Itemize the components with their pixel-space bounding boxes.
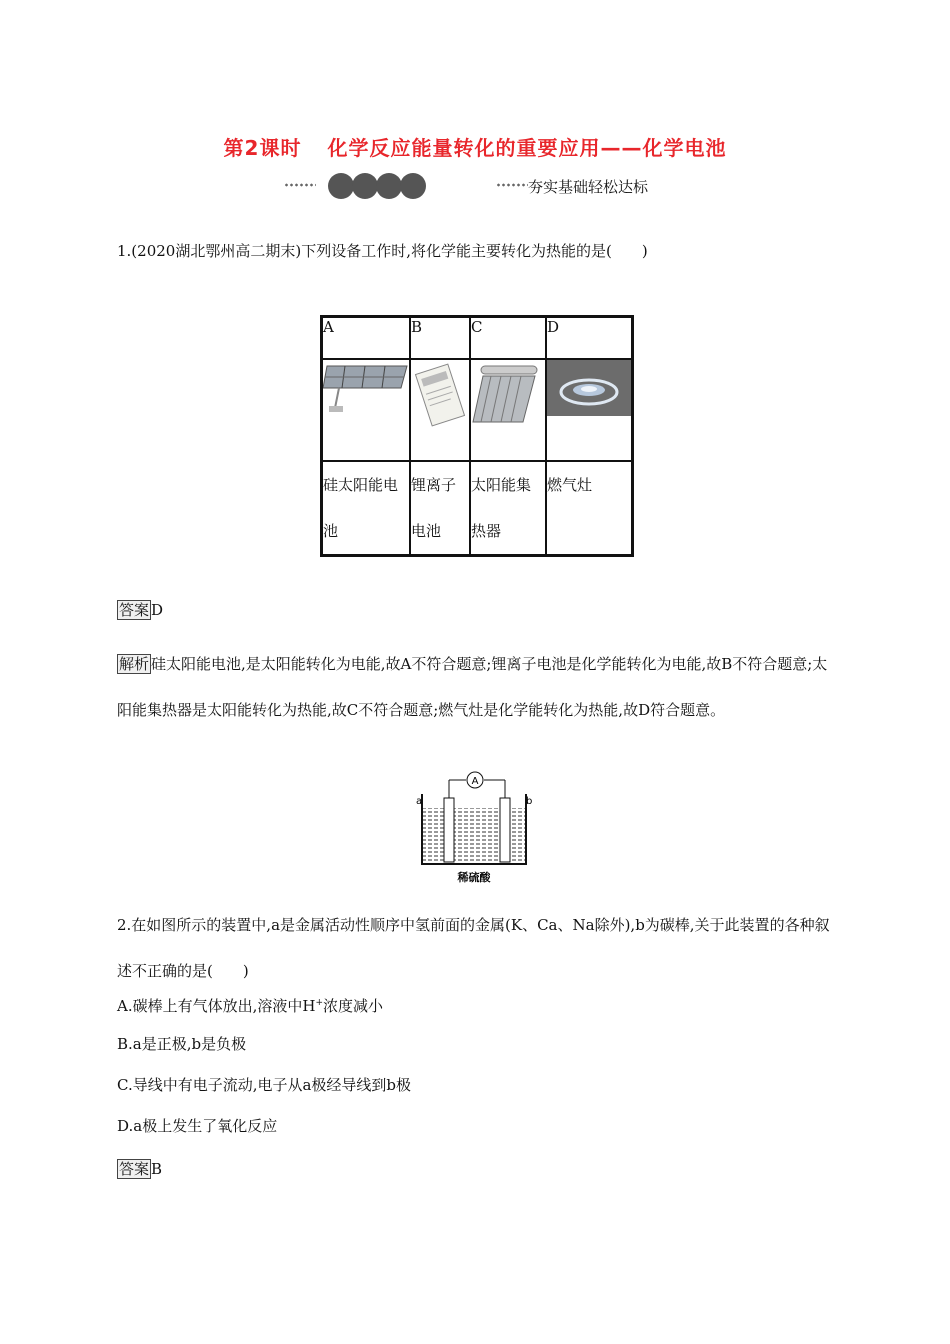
ammeter-label: A	[471, 776, 479, 787]
q1-stem: 1.(2020湖北鄂州高二期末)下列设备工作时,将化学能主要转化为热能的是( )	[117, 242, 648, 260]
lithium-battery-icon	[411, 360, 469, 430]
superscript: +	[315, 998, 323, 1008]
option-image-cell	[322, 359, 411, 461]
option-letter: A	[322, 317, 411, 360]
answer-tag: 答案	[119, 1160, 150, 1178]
analysis-text: 硅太阳能电池,是太阳能转化为电能,故A不符合题意;锂离子电池是化学能转化为电能,故B不符合题意;太阳能集热器是太阳能转化为热能,故C不符合题意;燃气灶是化学能转化为热能,故D符合题意。	[117, 655, 828, 719]
banner-dots-right	[496, 183, 528, 187]
option-letter: D	[546, 317, 633, 360]
q1-answer	[117, 599, 163, 620]
electrolysis-cell-figure	[410, 770, 538, 886]
electrode-b-label: b	[526, 796, 533, 807]
option-text: 浓度减小	[323, 997, 384, 1015]
lesson-number: 第2课时	[223, 136, 302, 160]
option-name: 太阳能集热器	[470, 461, 546, 556]
option-name: 锂离子电池	[410, 461, 470, 556]
solution-label: 稀硫酸	[457, 871, 491, 884]
q2-stem: 2.在如图所示的装置中,a是金属活动性顺序中氢前面的金属(K、Ca、Na除外),b为碳棒,关于此装置的各种叙述不正确的是( )	[117, 916, 830, 980]
q2-answer	[117, 1158, 162, 1179]
lesson-topic: 化学反应能量转化的重要应用——化学电池	[327, 136, 727, 160]
analysis-tag: 解析	[119, 655, 150, 673]
option-name: 硅太阳能电池	[322, 461, 411, 556]
q1-options-table	[320, 315, 634, 557]
option-image-cell	[470, 359, 546, 461]
gas-stove-flame-icon	[547, 360, 631, 420]
q2-option-a	[117, 992, 383, 1017]
answer-value: B	[151, 1160, 163, 1178]
banner-circle	[328, 173, 354, 199]
q1-analysis	[117, 641, 835, 733]
q2-option-d: D.a极上发生了氧化反应	[117, 1117, 278, 1135]
section-banner	[284, 170, 704, 200]
banner-circle	[352, 173, 378, 199]
banner-circle	[376, 173, 402, 199]
solar-water-heater-icon	[471, 360, 545, 430]
banner-dots-left	[284, 183, 316, 187]
q2-option-b: B.a是正极,b是负极	[117, 1035, 247, 1053]
option-letter: C	[470, 317, 546, 360]
option-text: A.碳棒上有气体放出,溶液中H	[117, 997, 316, 1015]
option-image-cell	[410, 359, 470, 461]
q2-option-c: C.导线中有电子流动,电子从a极经导线到b极	[117, 1076, 412, 1094]
answer-value: D	[151, 601, 164, 619]
solar-panel-icon	[323, 360, 409, 420]
option-name: 燃气灶	[546, 461, 633, 556]
answer-tag: 答案	[119, 601, 150, 619]
electrode-a-label: a	[416, 796, 423, 807]
option-letter: B	[410, 317, 470, 360]
page-title	[0, 132, 950, 161]
banner-label: 夯实基础轻松达标	[528, 178, 649, 196]
option-image-cell	[546, 359, 633, 461]
banner-circle	[400, 173, 426, 199]
